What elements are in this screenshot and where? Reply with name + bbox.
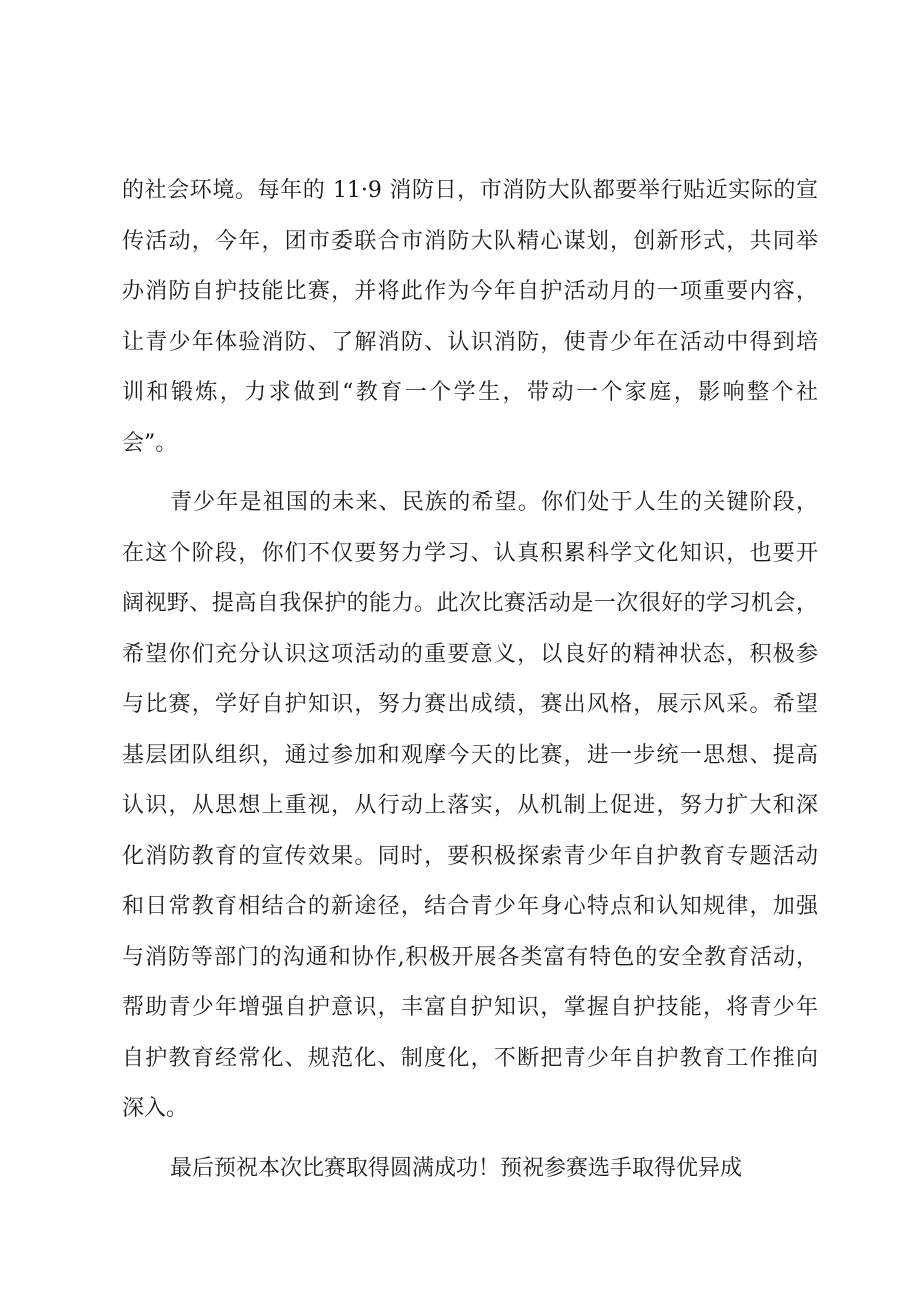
text-line: 传活动，今年，团市委联合市消防大队精心谋划，创新形式，共同举 (122, 228, 818, 254)
text-line: 基层团队组织，通过参加和观摩今天的比赛，进一步统一思想、提高 (122, 742, 818, 768)
text-line: 化消防教育的宣传效果。同时，要积极探索青少年自护教育专题活动 (122, 843, 818, 869)
text-line: 希望你们充分认识这项活动的重要意义，以良好的精神状态，积极参 (122, 641, 818, 667)
text-line: 最后预祝本次比赛取得圆满成功！预祝参赛选手取得优异成 (170, 1155, 743, 1181)
text-line: 会”。 (122, 430, 178, 456)
document-body (122, 166, 818, 1194)
text-line: 在这个阶段，你们不仅要努力学习、认真积累科学文化知识，也要开 (122, 540, 818, 566)
text-line: 与比赛，学好自护知识，努力赛出成绩，赛出风格，展示风采。希望 (122, 692, 818, 717)
text-line: 训和锻炼，力求做到“教育一个学生，带动一个家庭，影响整个社 (122, 380, 818, 405)
paragraph-3 (122, 1144, 818, 1195)
text-line: 阔视野、提高自我保护的能力。此次比赛活动是一次很好的学习机会， (122, 591, 818, 616)
text-line: 认识，从思想上重视，从行动上落实，从机制上促进，努力扩大和深 (122, 793, 818, 818)
text-line: 让青少年体验消防、了解消防、认识消防，使青少年在活动中得到培 (122, 329, 818, 355)
text-line: 深入。 (122, 1096, 189, 1121)
text-line: 与消防等部门的沟通和协作,积极开展各类富有特色的安全教育活动， (122, 944, 818, 970)
text-line: 自护教育经常化、规范化、制度化，不断把青少年自护教育工作推向 (122, 1045, 818, 1071)
text-line: 和日常教育相结合的新途径，结合青少年身心特点和认知规律，加强 (122, 894, 818, 919)
text-line: 办消防自护技能比赛，并将此作为今年自护活动月的一项重要内容， (122, 279, 818, 304)
text-line: 的社会环境。每年的 11·9 消防日，市消防大队都要举行贴近实际的宣 (122, 178, 818, 203)
text-line: 青少年是祖国的未来、民族的希望。你们处于人生的关键阶段， (170, 490, 818, 515)
paragraph-2 (122, 478, 818, 1135)
text-line: 帮助青少年增强自护意识，丰富自护知识，掌握自护技能，将青少年 (122, 995, 818, 1020)
paragraph-1 (122, 166, 818, 469)
